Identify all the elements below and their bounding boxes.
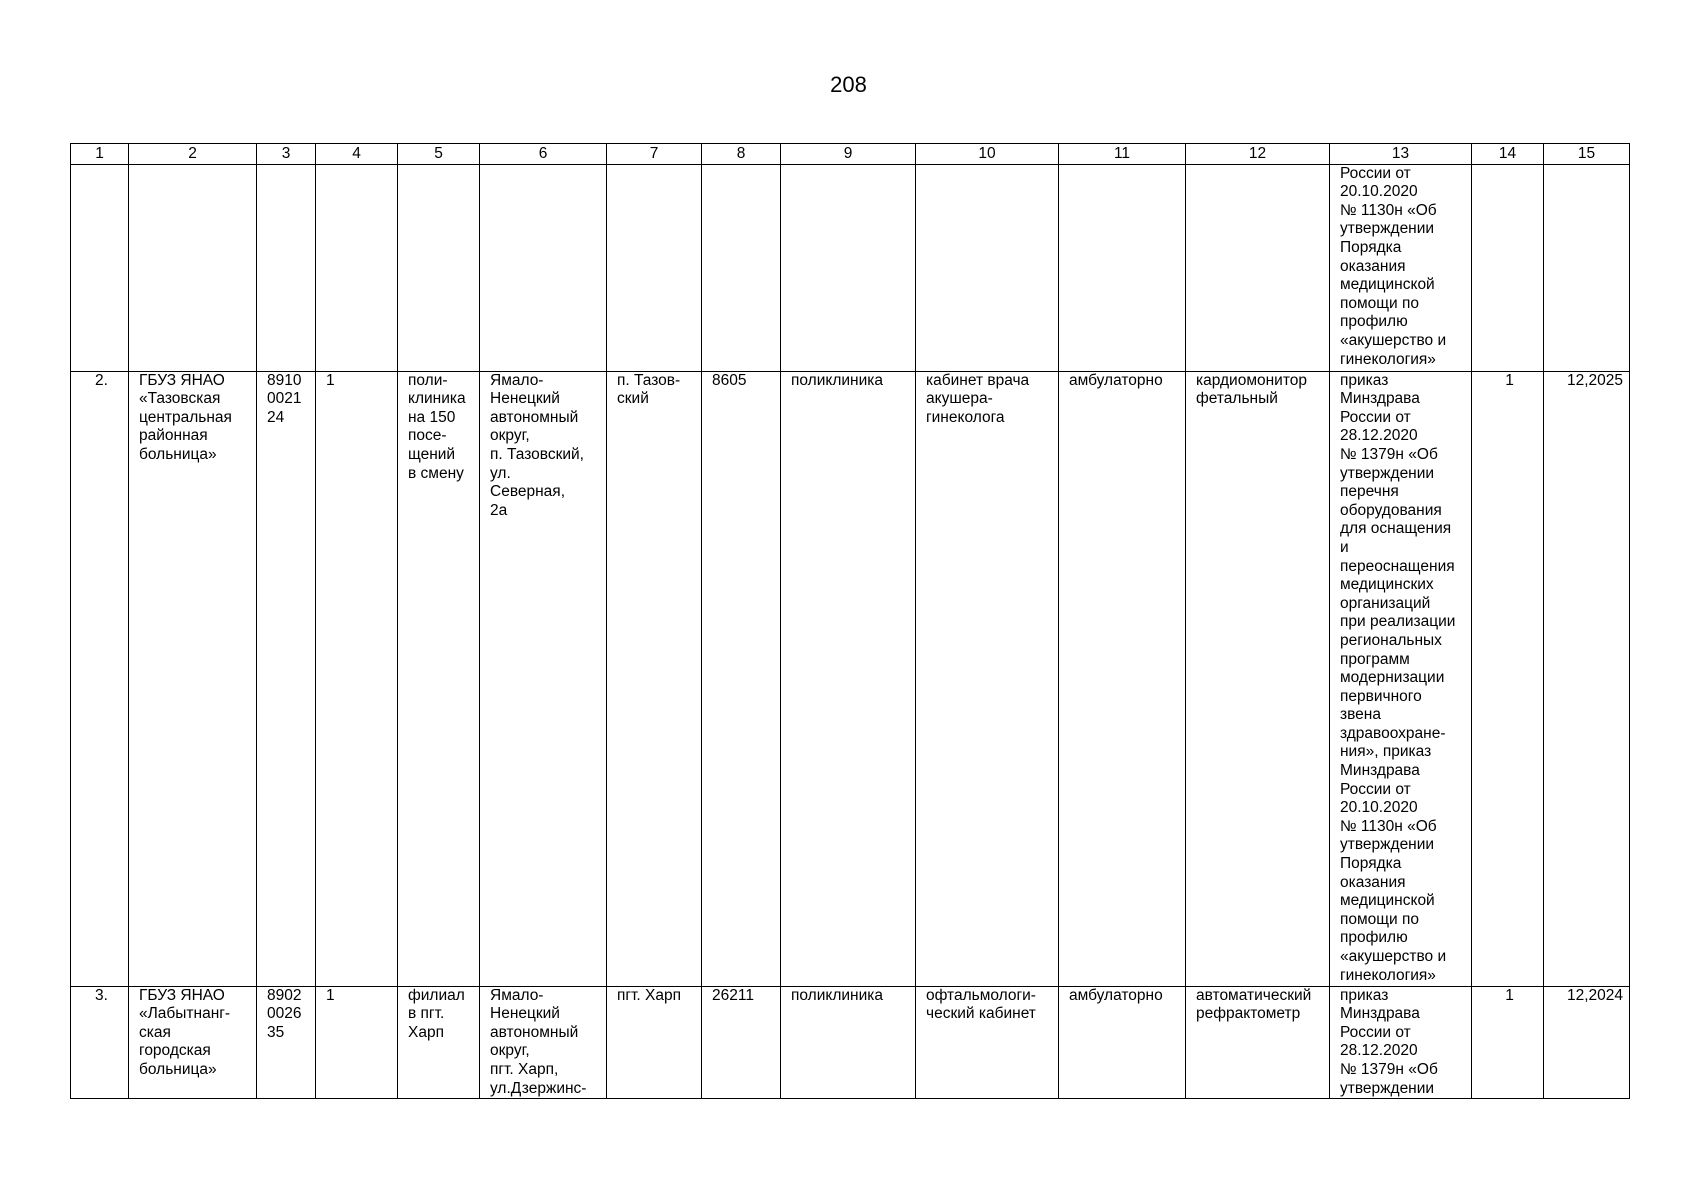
table-cell bbox=[781, 164, 916, 371]
table-row bbox=[71, 986, 1630, 1099]
table-cell bbox=[702, 164, 781, 371]
table-cell bbox=[316, 164, 398, 371]
table-cell bbox=[607, 164, 702, 371]
count-cell: 1 bbox=[316, 371, 398, 986]
table-cell bbox=[1186, 164, 1330, 371]
mode-cell: амбулаторно bbox=[1059, 371, 1186, 986]
table-cell bbox=[1059, 164, 1186, 371]
unit-cell: филиал в пгт. Харп bbox=[398, 986, 480, 1099]
code-cell: 8605 bbox=[702, 371, 781, 986]
basis-cell: приказ Минздрава России от 28.12.2020 № 1379н «Об утверждении bbox=[1330, 986, 1472, 1099]
column-number: 9 bbox=[781, 144, 916, 165]
equipment-register-table bbox=[70, 143, 1630, 1099]
column-number: 11 bbox=[1059, 144, 1186, 165]
room-cell: офтальмологи- ческий кабинет bbox=[916, 986, 1059, 1099]
unit-cell: поли- клиника на 150 посе- щений в смену bbox=[398, 371, 480, 986]
table-cell bbox=[257, 164, 316, 371]
row-number-cell: 3. bbox=[71, 986, 129, 1099]
inn-cell: 8910 0021 24 bbox=[257, 371, 316, 986]
column-number: 2 bbox=[129, 144, 257, 165]
basis-cell: России от 20.10.2020 № 1130н «Об утверждении Порядка оказания медицинской помощи по профилю «акушерство и гинекология» bbox=[1330, 164, 1472, 371]
facility-cell: поликлиника bbox=[781, 986, 916, 1099]
column-number: 3 bbox=[257, 144, 316, 165]
column-number: 1 bbox=[71, 144, 129, 165]
table-cell bbox=[916, 164, 1059, 371]
column-number: 4 bbox=[316, 144, 398, 165]
column-number: 14 bbox=[1472, 144, 1544, 165]
facility-cell: поликлиника bbox=[781, 371, 916, 986]
room-cell: кабинет врача акушера- гинеколога bbox=[916, 371, 1059, 986]
code-cell: 26211 bbox=[702, 986, 781, 1099]
organization-cell: ГБУЗ ЯНАО «Лабытнанг- ская городская больница» bbox=[129, 986, 257, 1099]
address-cell: Ямало- Ненецкий автономный округ, пгт. Харп, ул.Дзержинс- bbox=[480, 986, 607, 1099]
column-number: 13 bbox=[1330, 144, 1472, 165]
address-cell: Ямало- Ненецкий автономный округ, п. Тазовский, ул. Северная, 2а bbox=[480, 371, 607, 986]
table-cell bbox=[480, 164, 607, 371]
quantity-cell: 1 bbox=[1472, 986, 1544, 1099]
date-cell: 12,2025 bbox=[1544, 371, 1630, 986]
inn-cell: 8902 0026 35 bbox=[257, 986, 316, 1099]
table-cell bbox=[398, 164, 480, 371]
organization-cell: ГБУЗ ЯНАО «Тазовская центральная районная больница» bbox=[129, 371, 257, 986]
basis-cell: приказ Минздрава России от 28.12.2020 № 1379н «Об утверждении перечня оборудования для оснащения и переоснащения медицинских организаций при реализации региональных программ модернизации первичного звена здравоохране- ния», приказ Минздрава России от 20.10.2020 № 1130н «Об утверждении Порядка оказания медицинской помощи по профилю «акушерство и гинекология» bbox=[1330, 371, 1472, 986]
column-number: 7 bbox=[607, 144, 702, 165]
locality-cell: п. Тазов- ский bbox=[607, 371, 702, 986]
equipment-cell: кардиомонитор фетальный bbox=[1186, 371, 1330, 986]
column-number: 5 bbox=[398, 144, 480, 165]
quantity-cell: 1 bbox=[1472, 371, 1544, 986]
locality-cell: пгт. Харп bbox=[607, 986, 702, 1099]
page-number: 208 bbox=[830, 72, 867, 97]
table-cell bbox=[1472, 164, 1544, 371]
column-number: 15 bbox=[1544, 144, 1630, 165]
table-cell bbox=[1544, 164, 1630, 371]
column-number: 6 bbox=[480, 144, 607, 165]
table-cell bbox=[129, 164, 257, 371]
equipment-cell: автоматический рефрактометр bbox=[1186, 986, 1330, 1099]
column-number: 12 bbox=[1186, 144, 1330, 165]
column-number: 10 bbox=[916, 144, 1059, 165]
column-number: 8 bbox=[702, 144, 781, 165]
mode-cell: амбулаторно bbox=[1059, 986, 1186, 1099]
column-number-row bbox=[71, 144, 1630, 165]
continuation-row bbox=[71, 164, 1630, 371]
date-cell: 12,2024 bbox=[1544, 986, 1630, 1099]
table-row bbox=[71, 371, 1630, 986]
count-cell: 1 bbox=[316, 986, 398, 1099]
table-cell bbox=[71, 164, 129, 371]
row-number-cell: 2. bbox=[71, 371, 129, 986]
